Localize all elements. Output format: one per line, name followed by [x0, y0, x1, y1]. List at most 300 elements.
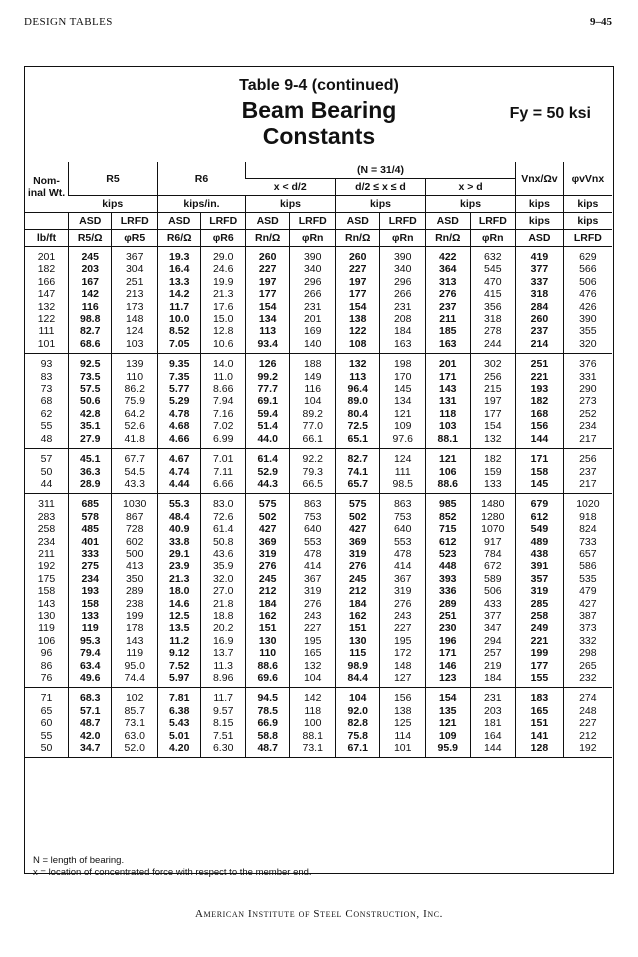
table-cell: 113 [335, 371, 380, 383]
table-cell: 67.1 [335, 742, 380, 758]
table-cell: 19.9 [201, 276, 246, 288]
table-cell: 215 [470, 383, 516, 395]
symbol-header: φRn [470, 230, 516, 247]
lrfd-label: LRFD [201, 213, 246, 230]
table-cell: 142 [68, 288, 111, 300]
table-cell: 260 [335, 247, 380, 264]
table-cell: 333 [68, 548, 111, 560]
table-cell: 119 [68, 622, 111, 634]
table-cell: 116 [290, 383, 336, 395]
table-cell: 221 [516, 635, 564, 647]
table-cell: 5.01 [157, 730, 200, 742]
table-cell: 106 [37, 634, 56, 647]
table-cell: 5.97 [157, 672, 200, 688]
table-number: Table 9-4 (continued) [239, 77, 399, 94]
lrfd-label: LRFD [470, 213, 516, 230]
r6-header: R6 [157, 162, 245, 196]
table-cell: 211 [426, 313, 471, 325]
table-cell: 165 [516, 705, 564, 717]
table-cell: 170 [380, 371, 426, 383]
table-cell: 175 [37, 572, 56, 585]
table-cell: 93.4 [245, 338, 290, 354]
table-cell: 140 [290, 338, 336, 354]
table-cell: 917 [470, 536, 516, 548]
table-cell: 73 [40, 383, 53, 396]
table-cell: 104 [335, 688, 380, 705]
table-cell: 114 [380, 730, 426, 742]
table-cell: 68 [40, 395, 53, 408]
table-cell: 12.8 [201, 325, 246, 337]
table-cell: 4.20 [157, 742, 200, 758]
table-cell: 640 [380, 523, 426, 535]
table-cell: 75.9 [112, 395, 158, 407]
table-cell: 128 [516, 742, 564, 758]
table-cell: 212 [245, 585, 290, 597]
table-cell: 64.2 [112, 408, 158, 420]
table-cell: 32.0 [201, 573, 246, 585]
table-cell: 17.6 [201, 301, 246, 313]
table-cell: 184 [470, 672, 516, 688]
table-cell: 575 [335, 494, 380, 511]
table-cell: 479 [563, 585, 612, 597]
table-cell: 13.3 [157, 276, 200, 288]
unit-label: kips [516, 196, 564, 213]
table-cell: 18.8 [201, 610, 246, 622]
asd-label: ASD [68, 213, 111, 230]
yield-strength: Fy = 50 ksi [509, 105, 591, 122]
table-cell: 104 [290, 672, 336, 688]
table-row [25, 660, 612, 672]
table-cell: 65.1 [335, 433, 380, 449]
table-cell: 197 [245, 276, 290, 288]
table-cell: 4.67 [157, 449, 200, 466]
table-cell: 142 [290, 688, 336, 705]
table-cell: 612 [516, 511, 564, 523]
table-cell: 252 [563, 408, 612, 420]
table-cell: 506 [470, 585, 516, 597]
table-cell: 340 [380, 263, 426, 275]
table-cell: 55.3 [157, 494, 200, 511]
table-cell: 52.9 [245, 466, 290, 478]
table-cell: 14.2 [157, 288, 200, 300]
lbft-label: lb/ft [25, 230, 68, 247]
table-cell: 393 [426, 573, 471, 585]
table-cell: 162 [335, 610, 380, 622]
table-cell: 7.52 [157, 660, 200, 672]
table-cell: 251 [516, 354, 564, 371]
table-cell: 258 [516, 610, 564, 622]
unit-label: kips [245, 196, 335, 213]
table-cell: 867 [112, 511, 158, 523]
table-cell: 158 [37, 585, 56, 598]
table-row [25, 247, 612, 264]
table-cell: 523 [426, 548, 471, 560]
table-cell: 58.8 [245, 730, 290, 742]
table-cell: 201 [426, 354, 471, 371]
table-cell: 502 [245, 511, 290, 523]
table-cell: 16.9 [201, 635, 246, 647]
table-cell: 82.7 [68, 325, 111, 337]
table-cell: 1070 [470, 523, 516, 535]
table-cell: 177 [245, 288, 290, 300]
table-cell: 103 [426, 420, 471, 432]
table-cell: 276 [335, 560, 380, 572]
table-cell: 244 [470, 338, 516, 354]
bearing-constants-table [25, 162, 612, 758]
table-cell: 302 [470, 354, 516, 371]
table-cell: 182 [37, 263, 56, 276]
table-cell: 470 [470, 276, 516, 288]
table-cell: 110 [112, 371, 158, 383]
table-cell: 74.1 [335, 466, 380, 478]
table-cell: 753 [380, 511, 426, 523]
table-cell: 158 [68, 598, 111, 610]
table-cell: 535 [563, 573, 612, 585]
table-cell: 57 [40, 453, 53, 466]
table-cell: 289 [426, 598, 471, 610]
table-cell: 83 [40, 370, 53, 383]
table-cell: 33.8 [157, 536, 200, 548]
table-cell: 167 [68, 276, 111, 288]
table-cell: 65 [40, 704, 53, 717]
table-cell: 126 [245, 354, 290, 371]
table-cell: 248 [563, 705, 612, 717]
table-cell: 311 [38, 498, 55, 511]
table-cell: 49.6 [68, 672, 111, 688]
table-row [25, 354, 612, 371]
table-row [25, 276, 612, 288]
table-cell: 753 [290, 511, 336, 523]
asd-label: ASD [335, 213, 380, 230]
table-cell: 260 [245, 247, 290, 264]
unit-label: kips [426, 196, 516, 213]
table-row [25, 523, 612, 535]
table-cell: 65.7 [335, 478, 380, 494]
table-cell: 95.9 [426, 742, 471, 758]
table-cell: 171 [516, 449, 564, 466]
table-cell: 116 [68, 301, 111, 313]
table-cell: 7.05 [157, 338, 200, 354]
table-cell: 138 [380, 705, 426, 717]
table-cell: 369 [245, 536, 290, 548]
table-cell: 672 [470, 560, 516, 572]
table-row [25, 598, 612, 610]
table-cell: 257 [470, 647, 516, 659]
vnx-asd-header: Vnx/Ωv [516, 162, 564, 196]
table-cell: 369 [335, 536, 380, 548]
table-row [25, 313, 612, 325]
table-cell: 227 [245, 263, 290, 275]
table-cell: 169 [290, 325, 336, 337]
table-cell: 4.74 [157, 466, 200, 478]
table-cell: 121 [426, 717, 471, 729]
case-x-mid: d/2 ≤ x ≤ d [335, 179, 425, 196]
table-cell: 21.3 [201, 288, 246, 300]
table-cell: 217 [563, 433, 612, 449]
table-cell: 196 [426, 635, 471, 647]
table-cell: 234 [68, 573, 111, 585]
publisher-footer: American Institute of Steel Construction, Inc. [194, 908, 443, 920]
table-cell: 122 [37, 313, 56, 326]
symbol-header: φR6 [201, 230, 246, 247]
table-cell: 318 [516, 288, 564, 300]
table-cell: 331 [563, 371, 612, 383]
table-cell: 7.01 [201, 449, 246, 466]
table-row [25, 730, 612, 742]
table-cell: 72.6 [201, 511, 246, 523]
table-cell: 715 [426, 523, 471, 535]
table-cell: 132 [470, 433, 516, 449]
table-cell: 110 [245, 647, 290, 659]
table-cell: 4.78 [157, 408, 200, 420]
table-cell: 118 [290, 705, 336, 717]
table-cell: 500 [112, 548, 158, 560]
table-cell: 11.7 [157, 301, 200, 313]
symbol-header: Rn/Ω [426, 230, 471, 247]
table-row [25, 560, 612, 572]
table-cell: 121 [380, 408, 426, 420]
table-cell: 195 [290, 635, 336, 647]
table-cell: 629 [563, 247, 612, 264]
table-cell: 390 [380, 247, 426, 264]
table-cell: 9.35 [157, 354, 200, 371]
table-cell: 7.16 [201, 408, 246, 420]
table-cell: 148 [112, 313, 158, 325]
table-cell: 212 [563, 730, 612, 742]
table-cell: 154 [470, 420, 516, 432]
table-cell: 141 [516, 730, 564, 742]
table-cell: 118 [426, 408, 471, 420]
table-cell: 824 [563, 523, 612, 535]
table-row [25, 585, 612, 597]
table-cell: 4.66 [157, 433, 200, 449]
table-cell: 7.35 [157, 371, 200, 383]
table-cell: 485 [68, 523, 111, 535]
lrfd-label: LRFD [112, 213, 158, 230]
table-cell: 177 [470, 408, 516, 420]
table-cell: 7.81 [157, 688, 200, 705]
table-row [25, 548, 612, 560]
bearing-length-header: (N = 31/4) [245, 162, 515, 179]
table-cell: 4.68 [157, 420, 200, 432]
unit-label: kips [68, 196, 157, 213]
table-cell: 155 [516, 672, 564, 688]
table-cell: 171 [426, 647, 471, 659]
table-cell: 94.5 [245, 688, 290, 705]
table-cell: 29.1 [157, 548, 200, 560]
table-row [25, 494, 612, 511]
table-cell: 237 [516, 325, 564, 337]
table-cell: 147 [37, 288, 56, 301]
table-cell: 144 [470, 742, 516, 758]
table-cell: 265 [563, 660, 612, 672]
table-cell: 586 [563, 560, 612, 572]
table-cell: 589 [470, 573, 516, 585]
table-cell: 657 [563, 548, 612, 560]
table-cell: 391 [516, 560, 564, 572]
table-row [25, 536, 612, 548]
table-cell: 84.4 [335, 672, 380, 688]
table-cell: 50.8 [201, 536, 246, 548]
table-cell: 211 [38, 547, 55, 560]
table-cell: 231 [290, 301, 336, 313]
asd-label: ASD [245, 213, 290, 230]
table-cell: 566 [563, 263, 612, 275]
table-cell: 23.9 [157, 560, 200, 572]
table-cell: 213 [112, 288, 158, 300]
running-header: DESIGN TABLES [24, 16, 113, 28]
table-cell: 237 [426, 301, 471, 313]
table-cell: 130 [245, 635, 290, 647]
table-cell: 50 [40, 465, 53, 478]
table-cell: 162 [245, 610, 290, 622]
table-cell: 75.8 [335, 730, 380, 742]
table-cell: 132 [37, 300, 56, 313]
table-cell: 166 [37, 275, 56, 288]
table-cell: 4.44 [157, 478, 200, 494]
footnotes [33, 855, 312, 879]
table-cell: 260 [516, 313, 564, 325]
asd-label: ASD [426, 213, 471, 230]
table-cell: 426 [563, 301, 612, 313]
symbol-header: Rn/Ω [245, 230, 290, 247]
table-cell: 290 [563, 383, 612, 395]
table-row [25, 635, 612, 647]
table-cell: 74.4 [112, 672, 158, 688]
table-cell: 151 [335, 622, 380, 634]
table-cell: 79.3 [290, 466, 336, 478]
table-cell: 10.6 [201, 338, 246, 354]
table-cell: 478 [290, 548, 336, 560]
table-cell: 124 [112, 325, 158, 337]
table-cell: 164 [470, 730, 516, 742]
table-cell: 89.0 [335, 395, 380, 407]
table-cell: 143 [426, 383, 471, 395]
table-cell: 124 [380, 449, 426, 466]
table-cell: 44.3 [245, 478, 290, 494]
table-cell: 201 [37, 251, 56, 263]
table-row [25, 395, 612, 407]
table-cell: 182 [516, 395, 564, 407]
table-cell: 294 [470, 635, 516, 647]
table-cell: 336 [426, 585, 471, 597]
table-cell: 177 [335, 288, 380, 300]
table-cell: 132 [290, 660, 336, 672]
table-cell: 184 [335, 598, 380, 610]
table-cell: 203 [470, 705, 516, 717]
table-cell: 183 [516, 688, 564, 705]
table-cell: 357 [516, 573, 564, 585]
table-cell: 376 [563, 354, 612, 371]
table-cell: 69.1 [245, 395, 290, 407]
table-cell: 278 [470, 325, 516, 337]
table-cell: 8.66 [201, 383, 246, 395]
lrfd-label: LRFD [290, 213, 336, 230]
table-cell: 319 [245, 548, 290, 560]
table-row [25, 742, 612, 758]
table-cell: 97.6 [380, 433, 426, 449]
table-cell: 489 [516, 536, 564, 548]
table-cell: 208 [380, 313, 426, 325]
table-cell: 79.4 [68, 647, 111, 659]
table-cell: 133 [68, 610, 111, 622]
table-cell: 578 [68, 511, 111, 523]
table-cell: 62 [40, 407, 53, 420]
table-cell: 113 [245, 325, 290, 337]
table-cell: 553 [380, 536, 426, 548]
table-cell: 373 [563, 622, 612, 634]
table-cell: 640 [290, 523, 336, 535]
table-row [25, 610, 612, 622]
unit-label: kips [335, 196, 425, 213]
table-cell: 201 [290, 313, 336, 325]
table-cell: 337 [516, 276, 564, 288]
table-cell: 274 [563, 688, 612, 705]
table-cell: 92.5 [68, 354, 111, 371]
table-row [25, 433, 612, 449]
table-cell: 172 [380, 647, 426, 659]
table-cell: 221 [516, 371, 564, 383]
table-cell: 21.3 [157, 573, 200, 585]
table-cell: 100 [290, 717, 336, 729]
table-cell: 427 [563, 598, 612, 610]
r5-header: R5 [68, 162, 157, 196]
table-cell: 44.0 [245, 433, 290, 449]
table-cell: 159 [470, 466, 516, 478]
table-cell: 42.0 [68, 730, 111, 742]
table-cell: 158 [516, 466, 564, 478]
table-cell: 8.96 [201, 672, 246, 688]
table-cell: 185 [426, 325, 471, 337]
table-cell: 276 [245, 560, 290, 572]
table-cell: 72.5 [335, 420, 380, 432]
table-cell: 5.29 [157, 395, 200, 407]
table-cell: 231 [470, 688, 516, 705]
table-cell: 8.52 [157, 325, 200, 337]
table-cell: 48 [25, 433, 68, 449]
table-cell: 245 [335, 573, 380, 585]
table-cell: 728 [112, 523, 158, 535]
table-cell: 96 [40, 647, 53, 660]
table-cell: 14.0 [201, 354, 246, 371]
table-cell: 6.99 [201, 433, 246, 449]
table-cell: 506 [563, 276, 612, 288]
table-cell: 298 [563, 647, 612, 659]
table-cell: 73.5 [68, 371, 111, 383]
table-cell: 50 [25, 742, 68, 758]
table-cell: 1030 [112, 494, 158, 511]
table-cell: 48.4 [157, 511, 200, 523]
table-cell: 476 [563, 288, 612, 300]
table-cell: 52.0 [112, 742, 158, 758]
table-cell: 139 [112, 354, 158, 371]
table-cell: 6.30 [201, 742, 246, 758]
table-cell: 852 [426, 511, 471, 523]
table-cell: 275 [68, 560, 111, 572]
table-cell: 86 [40, 659, 53, 672]
table-cell: 296 [380, 276, 426, 288]
table-cell: 165 [290, 647, 336, 659]
table-cell: 266 [380, 288, 426, 300]
table-cell: 92.0 [335, 705, 380, 717]
table-cell: 103 [112, 338, 158, 354]
table-cell: 283 [37, 510, 56, 523]
table-cell: 438 [516, 548, 564, 560]
table-cell: 177 [516, 660, 564, 672]
table-cell: 42.8 [68, 408, 111, 420]
table-cell: 132 [335, 354, 380, 371]
table-cell: 98.5 [380, 478, 426, 494]
